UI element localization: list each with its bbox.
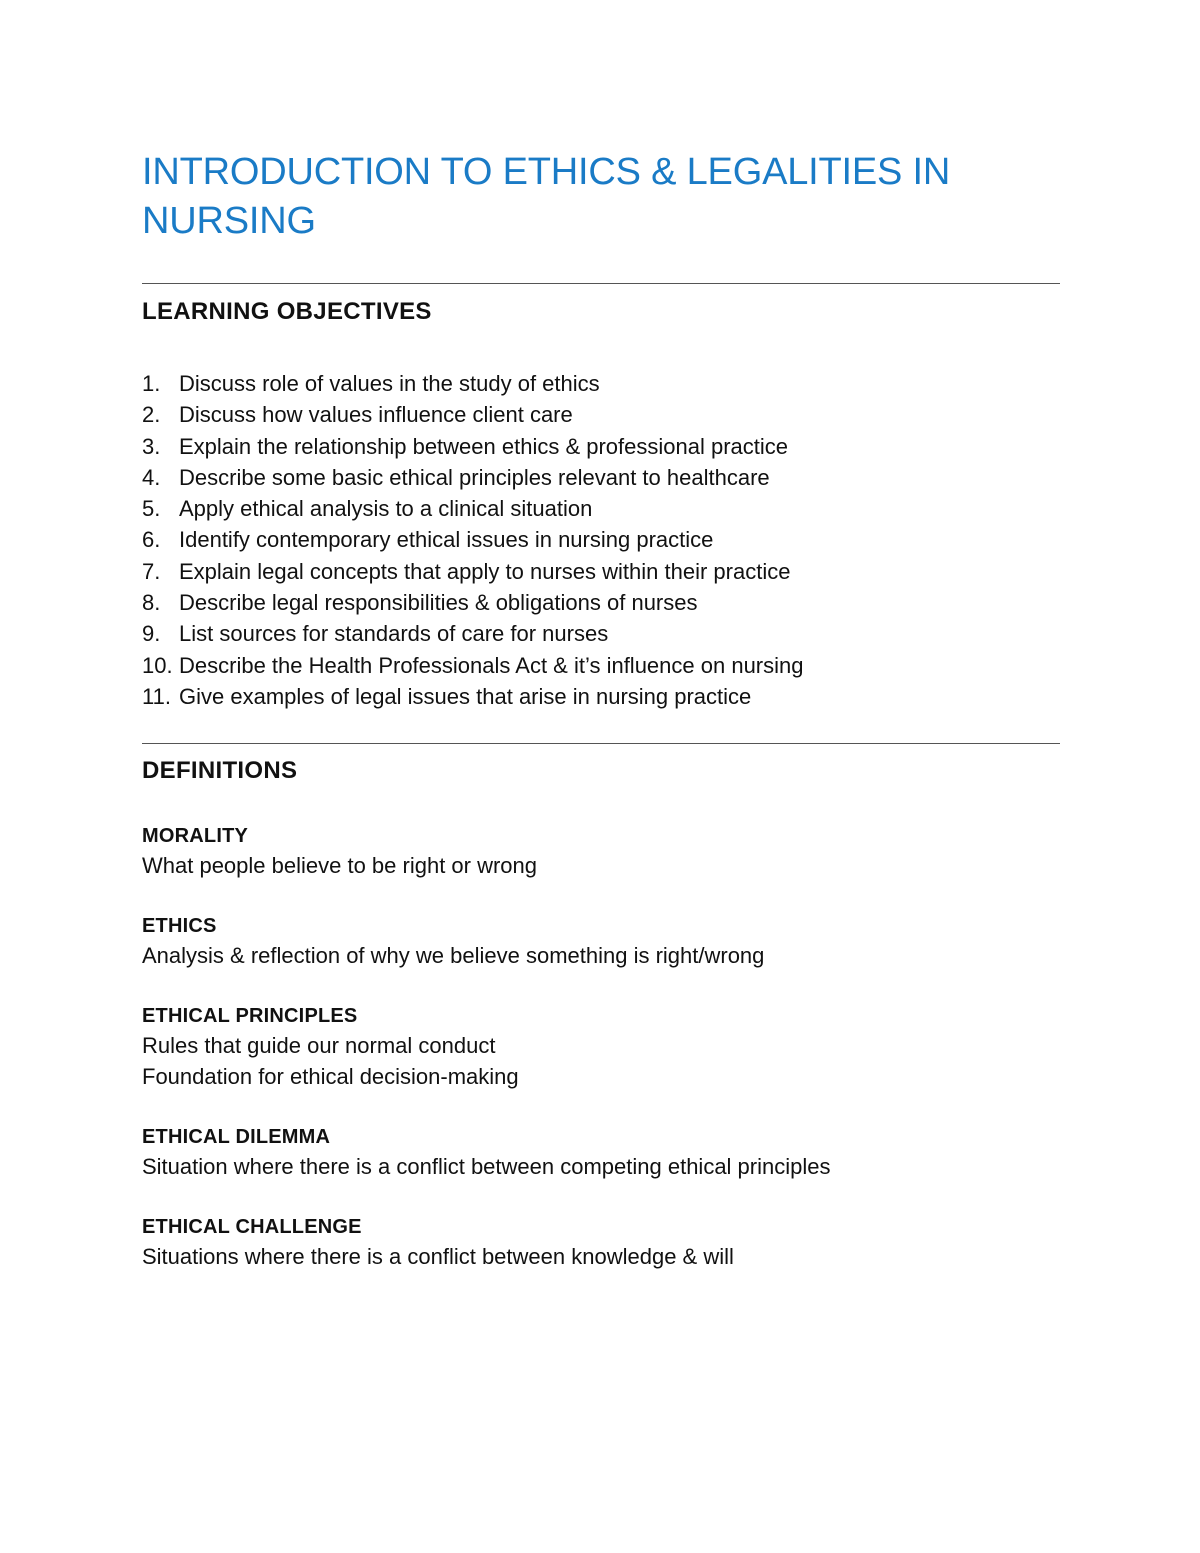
objective-item: [142, 493, 1060, 524]
document-page: [142, 148, 1060, 1303]
objective-number: 1.: [142, 371, 161, 396]
objective-text: List sources for standards of care for nurses: [179, 621, 609, 647]
divider: [142, 743, 1060, 744]
objective-item: [142, 681, 1060, 712]
objective-item: [142, 524, 1060, 555]
definition-item: [142, 1213, 1060, 1272]
definition-term: ETHICAL PRINCIPLES: [142, 1005, 358, 1028]
objective-text: Explain the relationship between ethics & professional practice: [179, 433, 789, 459]
objective-item: [142, 618, 1060, 649]
definitions-heading: DEFINITIONS: [142, 757, 298, 785]
objective-text: Discuss role of values in the study of ethics: [179, 371, 600, 396]
definition-item: [142, 822, 1060, 881]
definition-item: [142, 1002, 1060, 1092]
objective-number: 2.: [142, 402, 161, 428]
definition-text: Rules that guide our normal conduct: [142, 1033, 496, 1059]
objective-number: 7.: [142, 558, 161, 584]
definition-text: Situation where there is a conflict between competing ethical principles: [142, 1154, 831, 1180]
definition-item: [142, 912, 1060, 971]
objective-text: Identify contemporary ethical issues in nursing practice: [179, 527, 714, 553]
objective-number: 9.: [142, 621, 161, 647]
objective-number: 4.: [142, 464, 161, 490]
definition-term: ETHICAL CHALLENGE: [142, 1216, 362, 1239]
definition-term: ETHICS: [142, 915, 217, 938]
page-title: INTRODUCTION TO ETHICS & LEGALITIES IN NURSING: [142, 151, 951, 242]
objective-text: Describe the Health Professionals Act & it’s influence on nursing: [179, 652, 804, 678]
definition-text: What people believe to be right or wrong: [142, 853, 538, 879]
objective-item: [142, 556, 1060, 587]
objective-item: [142, 462, 1060, 493]
learning-objectives-heading: LEARNING OBJECTIVES: [142, 298, 432, 325]
objective-number: 11.: [142, 683, 171, 709]
objective-text: Apply ethical analysis to a clinical situation: [179, 496, 593, 522]
definitions-list: [142, 822, 1060, 1272]
objective-text: Explain legal concepts that apply to nurses within their practice: [179, 558, 791, 584]
objective-text: Give examples of legal issues that arise in nursing practice: [179, 683, 752, 709]
definition-text: Analysis & reflection of why we believe something is right/wrong: [142, 943, 765, 969]
definition-term: ETHICAL DILEMMA: [142, 1126, 331, 1149]
objective-number: 8.: [142, 590, 161, 616]
objective-text: Discuss how values influence client care: [179, 402, 573, 428]
objective-item: [142, 587, 1060, 618]
learning-objectives-list: [142, 368, 1060, 712]
objective-text: Describe some basic ethical principles relevant to healthcare: [179, 464, 770, 490]
objective-item: [142, 399, 1060, 430]
objective-item: [142, 431, 1060, 462]
objective-item: [142, 650, 1060, 681]
objective-item: [142, 368, 1060, 399]
definition-term: MORALITY: [142, 825, 249, 848]
objective-number: 5.: [142, 496, 161, 522]
objective-number: 3.: [142, 433, 161, 459]
objective-number: 6.: [142, 527, 161, 553]
divider: [142, 283, 1060, 284]
definition-item: [142, 1123, 1060, 1182]
definition-text: Foundation for ethical decision-making: [142, 1064, 519, 1090]
objective-text: Describe legal responsibilities & obligations of nurses: [179, 590, 698, 616]
definition-text: Situations where there is a conflict between knowledge & will: [142, 1244, 734, 1270]
objective-number: 10.: [142, 652, 173, 678]
